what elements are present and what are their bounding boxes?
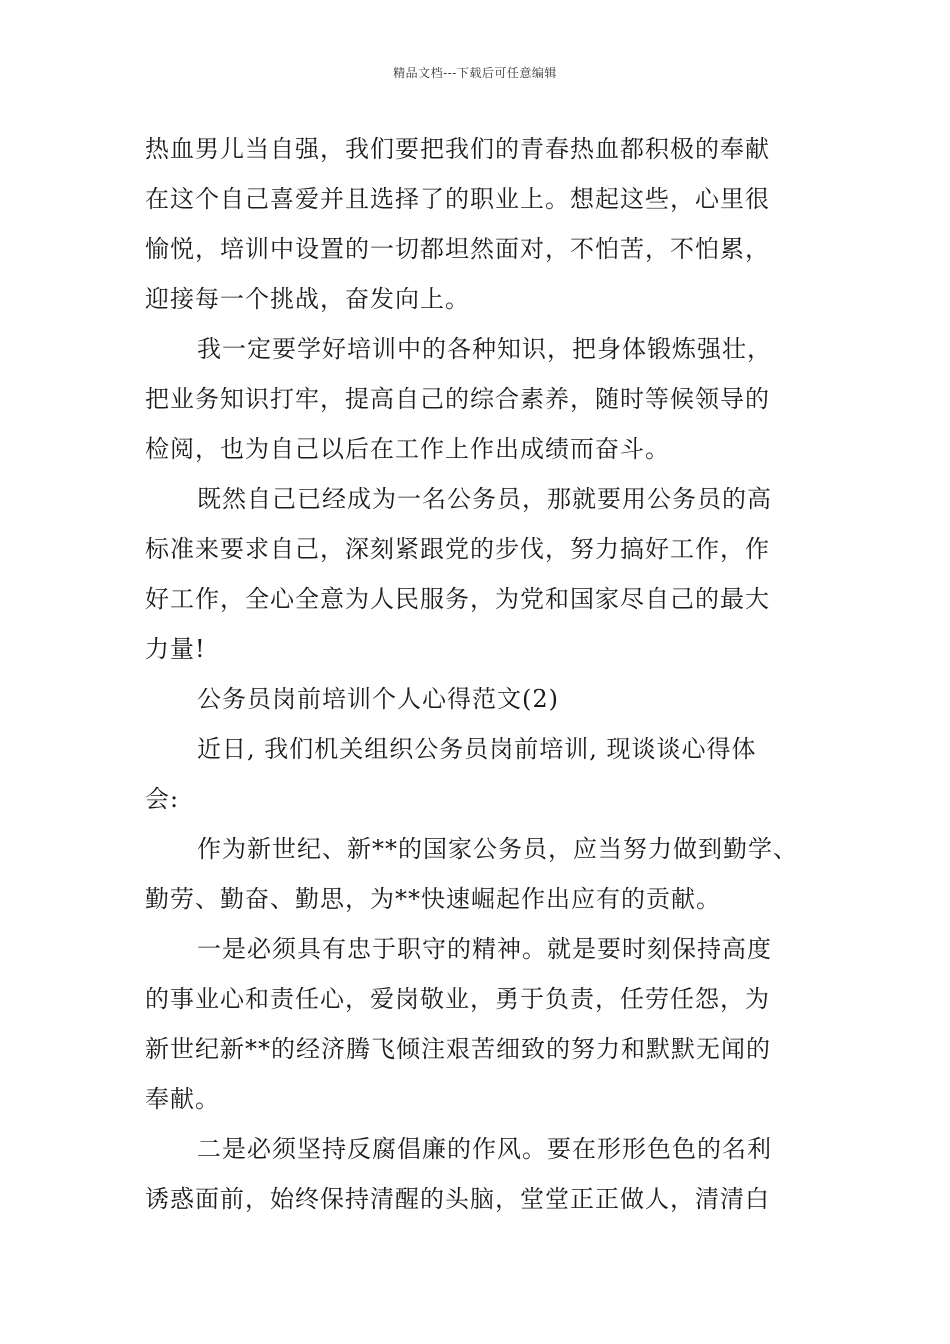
text-line: 的事业心和责任心，爱岗敬业，勇于负责，任劳任怨，为: [145, 985, 770, 1013]
text-line: 近日, 我们机关组织公务员岗前培训, 现谈谈心得体: [197, 735, 757, 763]
text-line: 在这个自己喜爱并且选择了的职业上。想起这些，心里很: [145, 185, 770, 213]
text-line: 奉献。: [145, 1085, 220, 1113]
text-line: 作为新世纪、新**的国家公务员，应当努力做到勤学、: [197, 835, 798, 863]
text-line: 诱惑面前，始终保持清醒的头脑，堂堂正正做人，清清白: [145, 1185, 770, 1213]
text-line: 把业务知识打牢，提高自己的综合素养，随时等候领导的: [145, 385, 770, 413]
text-line: 既然自己已经成为一名公务员，那就要用公务员的高: [197, 485, 772, 513]
text-line: 迎接每一个挑战，奋发向上。: [145, 285, 470, 313]
text-line: 好工作，全心全意为人民服务，为党和国家尽自己的最大: [145, 585, 770, 613]
text-line: 热血男儿当自强，我们要把我们的青春热血都积极的奉献: [145, 135, 770, 163]
page-header: 精品文档---下载后可任意编辑: [393, 66, 557, 80]
text-line: 会:: [145, 785, 180, 813]
text-line: 我一定要学好培训中的各种知识，把身体锻炼强壮，: [197, 335, 772, 363]
text-line: 二是必须坚持反腐倡廉的作风。要在形形色色的名利: [197, 1135, 772, 1163]
text-line: 愉悦，培训中设置的一切都坦然面对，不怕苦，不怕累，: [145, 235, 770, 263]
text-line: 一是必须具有忠于职守的精神。就是要时刻保持高度: [197, 935, 772, 963]
text-line: 检阅，也为自己以后在工作上作出成绩而奋斗。: [145, 435, 670, 463]
document-body: [145, 124, 805, 1224]
text-line: 公务员岗前培训个人心得范文(2): [197, 685, 559, 713]
text-line: 新世纪新**的经济腾飞倾注艰苦细致的努力和默默无闻的: [145, 1035, 771, 1063]
text-line: 力量!: [145, 635, 206, 663]
text-line: 勤劳、勤奋、勤思，为**快速崛起作出应有的贡献。: [145, 885, 721, 913]
text-line: 标准来要求自己，深刻紧跟党的步伐，努力搞好工作，作: [145, 535, 770, 563]
